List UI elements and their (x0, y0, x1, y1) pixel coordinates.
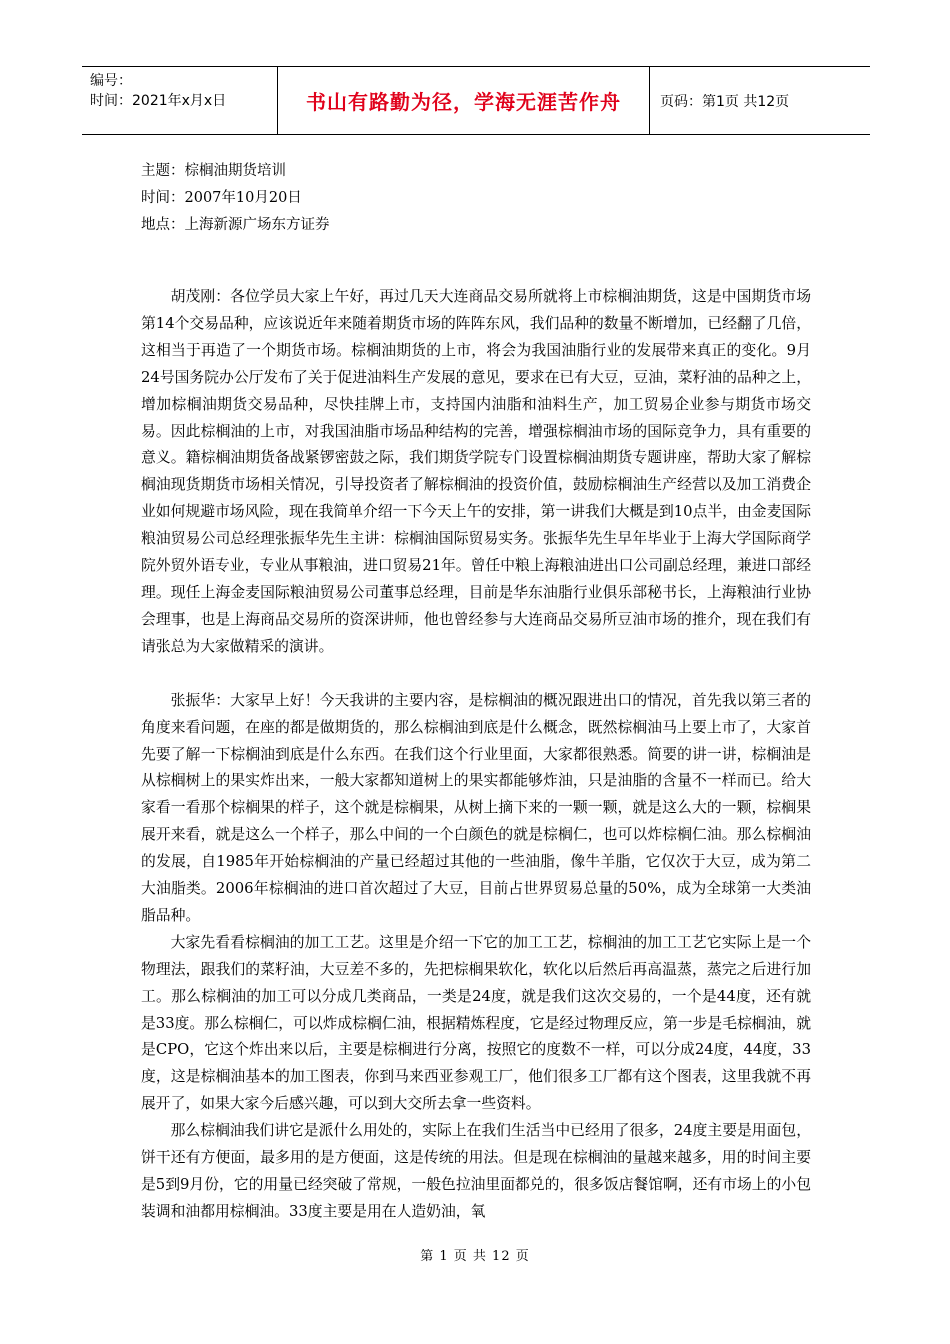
meta-place: 地点：上海新源广场东方证券 (141, 217, 330, 233)
body-paragraph-2: 张振华：大家早上好！今天我讲的主要内容，是棕榈油的概况跟进出口的情况，首先我以第三者的角度来看问题，在座的都是做期货的，那么棕榈油到底是什么概念，既然棕榈油马上要上市了，大家首先要了解一下棕榈油到底是什么东西。在我们这个行业里面，大家都很熟悉。简要的讲一讲，棕榈油是从棕榈树上的果实炸出来，一般大家都知道树上的果实都能够炸油，只是油脂的含量不一样而已。给大家看一看那个棕榈果的样子，这个就是棕榈果，从树上摘下来的一颗一颗，就是这么大的一颗，棕榈果展开来看，就是这么一个样子，那么中间的一个白颜色的就是棕榈仁，也可以炸棕榈仁油。那么棕榈油的发展，自1985年开始棕榈油的产量已经超过其他的一些油脂，像牛羊脂，它仅次于大豆，成为第二大油脂类。2006年棕榈油的进口首次超过了大豆，目前占世界贸易总量的50%，成为全球第一大类油脂品种。 (141, 691, 811, 924)
header-page-info: 页码：第1页 共12页 (660, 93, 790, 110)
document-time-label: 时间：2021年x月x日 (90, 93, 227, 109)
page-header (82, 66, 870, 135)
document-meta (141, 158, 330, 239)
meta-topic: 主题：棕榈油期货培训 (141, 163, 286, 179)
header-motto: 书山有路勤为径，学海无涯苦作舟 (278, 67, 650, 134)
body-paragraph-1: 胡茂刚：各位学员大家上午好，再过几天大连商品交易所就将上市棕榈油期货，这是中国期货市场第14个交易品种，应该说近年来随着期货市场的阵阵东风，我们品种的数量不断增加，已经翻了几倍，这相当于再造了一个期货市场。棕榈油期货的上市，将会为我国油脂行业的发展带来真正的变化。9月24号国务院办公厅发布了关于促进油料生产发展的意见，要求在已有大豆，豆油，菜籽油的品种之上，增加棕榈油期货交易品种，尽快挂牌上市，支持国内油脂和油料生产，加工贸易企业参与期货市场交易。因此棕榈油的上市，对我国油脂市场品种结构的完善，增强棕榈油市场的国际竞争力，具有重要的意义。籍棕榈油期货备战紧锣密鼓之际，我们期货学院专门设置棕榈油期货专题讲座，帮助大家了解棕榈油现货期货市场相关情况，引导投资者了解棕榈油的投资价值，鼓励棕榈油生产经营以及加工消费企业如何规避市场风险，现在我简单介绍一下今天上午的安排，第一讲我们大概是到10点半，由金麦国际粮油贸易公司总经理张振华先生主讲：棕榈油国际贸易实务。张振华先生早年毕业于上海大学国际商学院外贸外语专业，专业从事粮油，进口贸易21年。曾任中粮上海粮油进出口公司副总经理，兼进口部经理。现任上海金麦国际粮油贸易公司董事总经理，目前是华东油脂行业俱乐部秘书长，上海粮油行业协会理事，也是上海商品交易所的资深讲师，他也曾经参与大连商品交易所豆油市场的推介，现在我们有请张总为大家做精采的演讲。 (141, 288, 811, 655)
header-left-cell (82, 67, 278, 134)
body-paragraph-3: 大家先看看棕榈油的加工工艺。这里是介绍一下它的加工工艺，棕榈油的加工工艺它实际上是一个物理法，跟我们的菜籽油，大豆差不多的，先把棕榈果软化，软化以后然后再高温蒸，蒸完之后进行加工。那么棕榈油的加工可以分成几类商品，一类是24度，就是我们这次交易的，一个是44度，还有就是33度。那么棕榈仁，可以炸成棕榈仁油，根据精炼程度，它是经过物理反应，第一步是毛棕榈油，就是CPO，它这个炸出来以后，主要是棕榈进行分离，按照它的度数不一样，可以分成24度，44度，33度，这是棕榈油基本的加工图表，你到马来西亚参观工厂，他们很多工厂都有这个图表，这里我就不再展开了，如果大家今后感兴趣，可以到大交所去拿一些资料。 (141, 933, 811, 1113)
meta-time: 时间：2007年10月20日 (141, 190, 302, 206)
document-body (141, 284, 811, 1226)
document-number-label: 编号： (90, 73, 132, 89)
body-paragraph-4: 那么棕榈油我们讲它是派什么用处的，实际上在我们生活当中已经用了很多，24度主要是用面包，饼干还有方便面，最多用的是方便面，这是传统的用法。但是现在棕榈油的量越来越多，用的时间主要是5到9月份，它的用量已经突破了常规，一般色拉油里面都兑的，很多饭店餐馆啊，还有市场上的小包装调和油都用棕榈油。33度主要是用在人造奶油，氧 (141, 1122, 811, 1220)
page-footer: 第 1 页 共 12 页 (420, 1249, 530, 1264)
